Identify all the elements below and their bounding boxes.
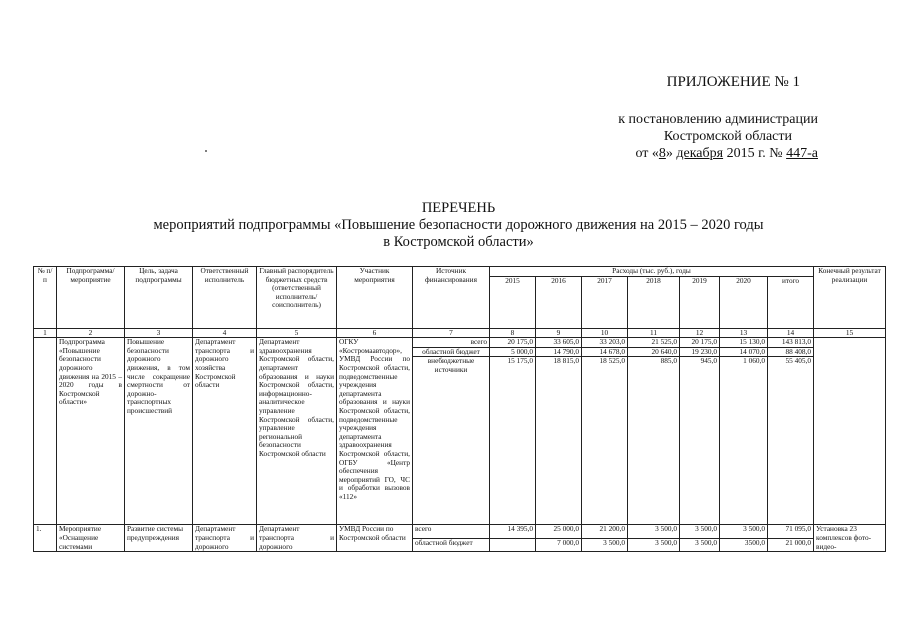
- value-cell: 18 815,0: [536, 357, 582, 525]
- heading-line-1: мероприятий подпрограммы «Повышение безопасности дорожного движения на 2015 – 2020 годы: [153, 217, 764, 233]
- value-cell: 14 678,0: [582, 347, 628, 357]
- header-year-2020: 2020: [720, 276, 768, 328]
- value-cell: 3 500,0: [680, 538, 720, 551]
- value-cell: 33 203,0: [582, 338, 628, 348]
- row-result: [814, 338, 886, 525]
- header-expenses: Расходы (тыс. руб.), годы: [490, 267, 814, 277]
- value-cell: 21 000,0: [768, 538, 814, 551]
- row-subprogram: Мероприятие «Оснащение системами: [57, 525, 125, 552]
- value-cell: 15 175,0: [490, 357, 536, 525]
- header-result: Конечный результат реализации: [814, 267, 886, 329]
- col-number: 7: [413, 328, 490, 338]
- row-num: [34, 338, 57, 525]
- row-goal: Повышение безопасности дорожного движения, в том числе сокращение смертности от дорожно-транспортных происшествий: [125, 338, 193, 525]
- date-year: 2015 г. №: [723, 146, 787, 161]
- source-cell: всего: [413, 525, 490, 538]
- header-year-2015: 2015: [490, 276, 536, 328]
- value-cell: 88 408,0: [768, 347, 814, 357]
- col-number: 1: [34, 328, 57, 338]
- col-number: 5: [257, 328, 337, 338]
- date-prefix: от «: [635, 146, 659, 161]
- value-cell: 3 500,0: [680, 525, 720, 538]
- value-cell: 21 200,0: [582, 525, 628, 538]
- col-number: 11: [628, 328, 680, 338]
- value-cell: 20 175,0: [680, 338, 720, 348]
- doc-number: 447-а: [786, 146, 818, 161]
- appendix-line-1: к постановлению администрации: [618, 112, 818, 127]
- source-cell: областной бюджет: [413, 347, 490, 357]
- value-cell: 1 060,0: [720, 357, 768, 525]
- value-cell: 3 500,0: [628, 525, 680, 538]
- header-num: № п/п: [34, 267, 57, 329]
- row-responsible: Департамент транспорта и дорожного хозяйства Костромской области: [193, 338, 257, 525]
- row-goal: Развитие системы предупреждения: [125, 525, 193, 552]
- col-number: 8: [490, 328, 536, 338]
- date-mid: »: [665, 146, 677, 161]
- value-cell: 7 000,0: [536, 538, 582, 551]
- row-result: Установка 23 комплексов фото-видео-: [814, 525, 886, 552]
- header-row: [34, 267, 886, 277]
- header-participant: Участник мероприятия: [337, 267, 413, 329]
- value-cell: [490, 538, 536, 551]
- value-cell: 55 405,0: [768, 357, 814, 525]
- value-cell: 945,0: [680, 357, 720, 525]
- header-goal: Цель, задача подпрограммы: [125, 267, 193, 329]
- date-day: 8: [658, 146, 666, 161]
- header-year-2019: 2019: [680, 276, 720, 328]
- appendix-line-2: Костромской области: [663, 129, 792, 144]
- row-manager: Департамент транспорта и дорожного: [257, 525, 337, 552]
- col-number: 3: [125, 328, 193, 338]
- header-year-2018: 2018: [628, 276, 680, 328]
- source-cell: областной бюджет: [413, 538, 490, 551]
- table-row: [34, 525, 886, 538]
- value-cell: 15 130,0: [720, 338, 768, 348]
- value-cell: 21 525,0: [628, 338, 680, 348]
- col-number: 9: [536, 328, 582, 338]
- value-cell: 14 395,0: [490, 525, 536, 538]
- value-cell: 14 070,0: [720, 347, 768, 357]
- heading-title: ПЕРЕЧЕНЬ: [421, 200, 496, 216]
- value-cell: 20 640,0: [628, 347, 680, 357]
- appendix-title: ПРИЛОЖЕНИЕ № 1: [666, 74, 800, 90]
- header-year-2017: 2017: [582, 276, 628, 328]
- col-number: 4: [193, 328, 257, 338]
- col-number: 13: [720, 328, 768, 338]
- header-total: итого: [768, 276, 814, 328]
- col-number: 10: [582, 328, 628, 338]
- value-cell: 3 500,0: [628, 538, 680, 551]
- row-manager: Департамент здравоохранения Костромской области, департамент образования и науки Костромской области, информационно-аналитическое управление Костромской области, управление региональной безопасности Костромской области: [257, 338, 337, 525]
- col-number: 12: [680, 328, 720, 338]
- source-cell: внебюджетные источники: [413, 357, 490, 525]
- value-cell: 3500,0: [720, 538, 768, 551]
- col-number: 2: [57, 328, 125, 338]
- header-year-2016: 2016: [536, 276, 582, 328]
- source-cell: всего: [413, 338, 490, 348]
- value-cell: 885,0: [628, 357, 680, 525]
- value-cell: 25 000,0: [536, 525, 582, 538]
- table-row: [34, 338, 886, 348]
- value-cell: 33 605,0: [536, 338, 582, 348]
- value-cell: 3 500,0: [720, 525, 768, 538]
- column-numbers-row: [34, 328, 886, 338]
- heading-line-2: в Костромской области»: [383, 234, 534, 250]
- row-participant: ОГКУ «Костромаавтодор», УМВД России по Костромской области, подведомственные учреждения департамента образования и науки Костромской области, подведомственные учреждения департамента здравоохранения Костромской области, ОГБУ «Центр обеспечения мероприятий ГО, ЧС и обработки вызовов «112»: [337, 338, 413, 525]
- value-cell: 143 813,0: [768, 338, 814, 348]
- value-cell: 71 095,0: [768, 525, 814, 538]
- header-responsible: Ответственный исполнитель: [193, 267, 257, 329]
- value-cell: 20 175,0: [490, 338, 536, 348]
- row-subprogram: Подпрограмма «Повышение безопасности дорожного движения на 2015 – 2020 годы в Костромской области»: [57, 338, 125, 525]
- value-cell: 5 000,0: [490, 347, 536, 357]
- header-subprogram: Подпрограмма/ мероприятие: [57, 267, 125, 329]
- value-cell: 3 500,0: [582, 538, 628, 551]
- row-participant: УМВД России по Костромской области: [337, 525, 413, 552]
- row-responsible: Департамент транспорта и дорожного: [193, 525, 257, 552]
- header-manager: Главный распорядитель бюджетных средств (ответственный исполнитель/ соисполнитель): [257, 267, 337, 329]
- col-number: 6: [337, 328, 413, 338]
- value-cell: 14 790,0: [536, 347, 582, 357]
- row-num: 1.: [34, 525, 57, 552]
- appendix-date-line: [0, 146, 818, 162]
- col-number: 15: [814, 328, 886, 338]
- value-cell: 18 525,0: [582, 357, 628, 525]
- date-month: декабря: [676, 146, 724, 161]
- col-number: 14: [768, 328, 814, 338]
- measures-table: [33, 266, 886, 552]
- header-source: Источник финансирования: [413, 267, 490, 329]
- value-cell: 19 230,0: [680, 347, 720, 357]
